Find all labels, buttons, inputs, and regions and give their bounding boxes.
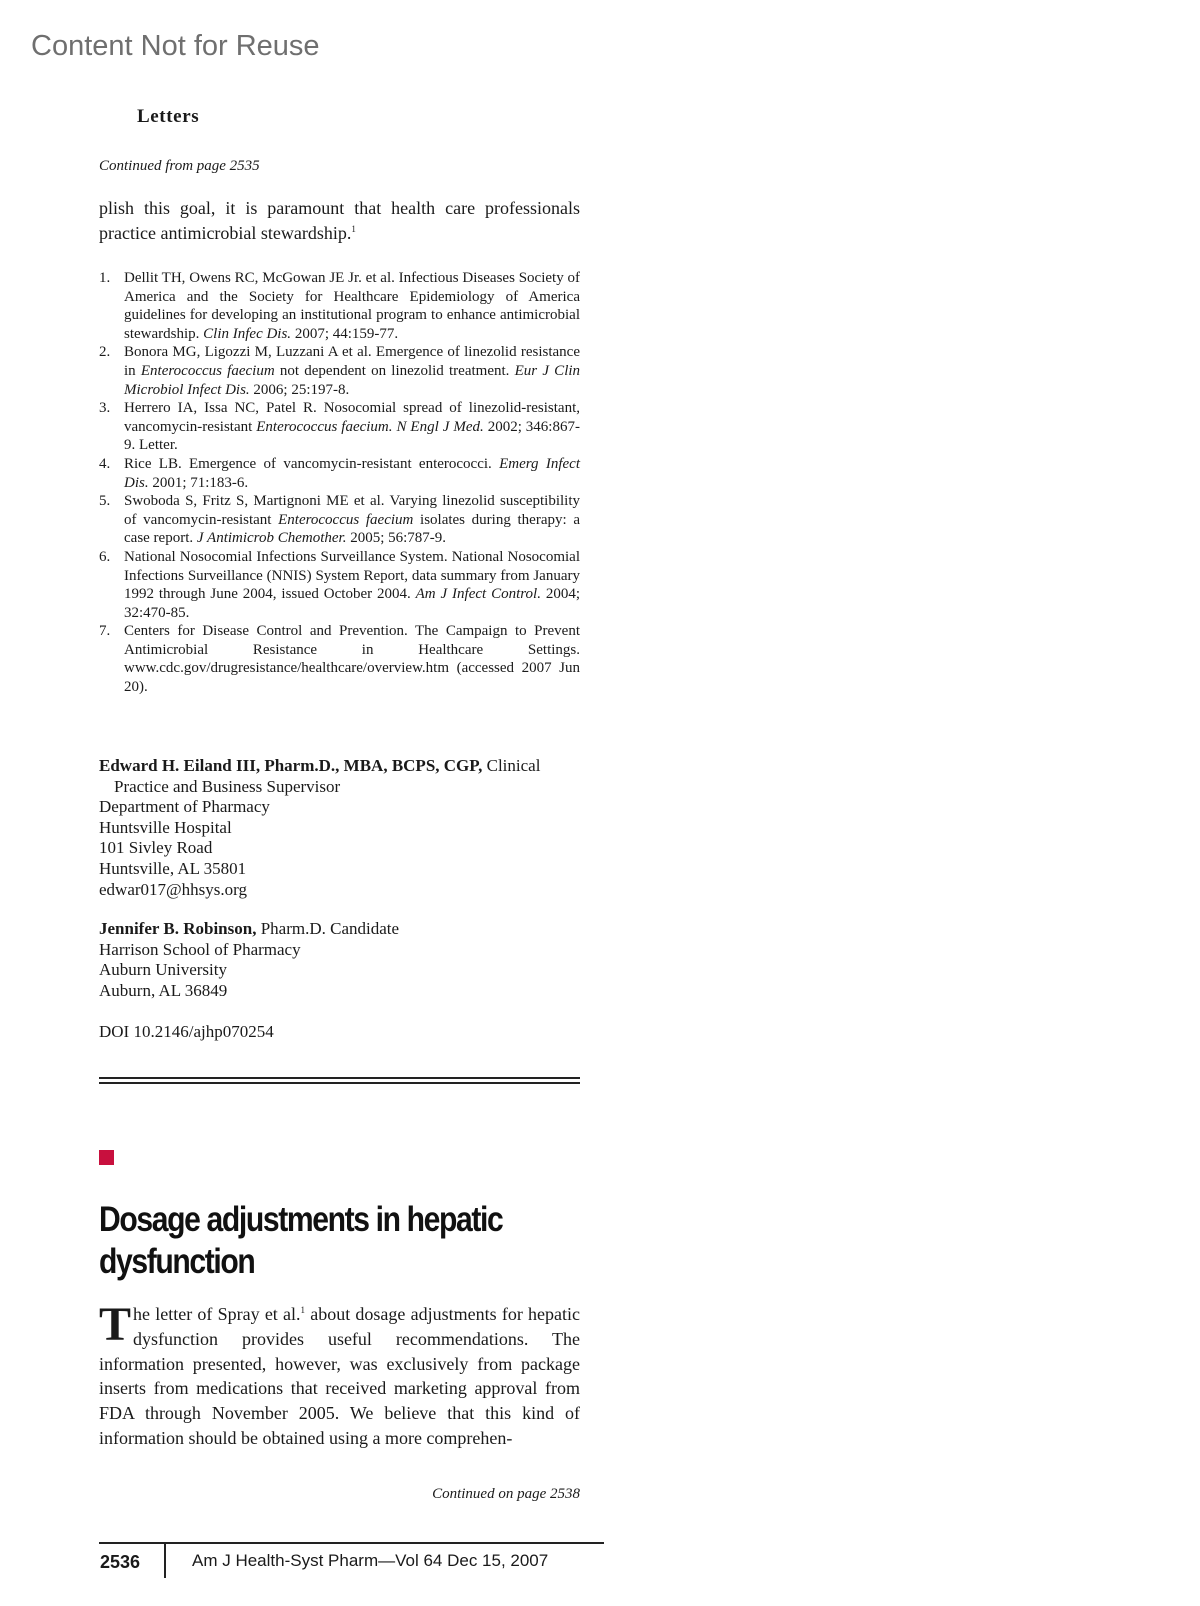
headline-line: dysfunction bbox=[99, 1242, 255, 1281]
section-marker-square bbox=[99, 1150, 114, 1165]
reference-number: 7. bbox=[99, 623, 111, 640]
reference-number: 4. bbox=[99, 455, 111, 472]
lead-paragraph-text: plish this goal, it is paramount that health care professionals practice antimicrobial stewardship. bbox=[99, 198, 580, 243]
reference-journal: Eur J Clin Microbiol Infect Dis. bbox=[124, 362, 581, 398]
section-label: Letters bbox=[137, 106, 200, 127]
drop-cap: T bbox=[99, 1298, 132, 1351]
article-body bbox=[99, 1298, 580, 1451]
reference-text: 2001; 71:183-6. bbox=[148, 474, 249, 491]
reference-species: Enterococcus faecium bbox=[278, 511, 414, 528]
footer-divider bbox=[164, 1542, 166, 1578]
article-headline bbox=[99, 1199, 529, 1283]
continued-on-note: Continued on page 2538 bbox=[432, 1486, 580, 1502]
author-title: Pharm.D. Candidate bbox=[256, 919, 400, 938]
reference-item bbox=[99, 343, 580, 399]
reference-text: 2006; 25:197-8. bbox=[249, 381, 350, 398]
reference-item bbox=[99, 269, 580, 343]
reference-list bbox=[99, 269, 580, 697]
footer-rule bbox=[99, 1542, 604, 1544]
author-affiliation-line: Auburn, AL 36849 bbox=[99, 980, 228, 1000]
lead-paragraph-citation: 1 bbox=[351, 224, 356, 234]
reference-text: 2007; 44:159-77. bbox=[291, 325, 399, 342]
reference-journal: Am J Infect Control. bbox=[415, 586, 541, 603]
reference-item bbox=[99, 455, 580, 492]
doi: DOI 10.2146/ajhp070254 bbox=[99, 1022, 274, 1041]
watermark: Content Not for Reuse bbox=[31, 30, 320, 62]
reference-journal: Emerg Infect Dis. bbox=[124, 455, 580, 491]
body-citation: 1 bbox=[300, 1305, 306, 1315]
reference-number: 3. bbox=[99, 400, 111, 417]
reference-journal: J Antimicrob Chemother. bbox=[196, 530, 347, 547]
body-text: he letter of Spray et al. bbox=[133, 1304, 301, 1324]
headline-line: Dosage adjustments in hepatic bbox=[99, 1200, 503, 1239]
reference-item bbox=[99, 622, 580, 696]
reference-text: Centers for Disease Control and Prevention. The Campaign to Prevent Antimicrobial Resistance in Healthcare Settings. www.cdc.gov/drugresistance/healthcare/overview.htm (accessed 2007 Jun 20). bbox=[124, 623, 580, 696]
reference-text: Bonora MG, Ligozzi M, Luzzani A et al. Emergence of linezolid resistance in bbox=[124, 344, 580, 379]
section-divider bbox=[99, 1077, 580, 1084]
author-block-robinson bbox=[99, 919, 580, 1001]
author-title-continued: Practice and Business Supervisor bbox=[114, 776, 341, 796]
author-block-eiland bbox=[99, 756, 580, 900]
journal-citation: Am J Health-Syst Pharm—Vol 64 Dec 15, 2007 bbox=[192, 1551, 549, 1570]
reference-text: Dellit TH, Owens RC, McGowan JE Jr. et al. Infectious Diseases Society of America and the Society for Healthcare Epidemiology of America guidelines for developing an institutional program to enhance antimicrobial stewardship. bbox=[124, 270, 580, 342]
lead-paragraph bbox=[99, 196, 580, 246]
reference-number: 1. bbox=[99, 270, 111, 286]
reference-number: 5. bbox=[99, 493, 111, 510]
author-affiliation-line: Harrison School of Pharmacy bbox=[99, 939, 301, 959]
reference-text: Swoboda S, Fritz S, Martignoni ME et al. Varying linezolid susceptibility of vancomycin-resistant bbox=[124, 493, 580, 528]
author-email: edwar017@hhsys.org bbox=[99, 879, 248, 899]
reference-journal: Enterococcus faecium. N Engl J Med. bbox=[256, 418, 484, 435]
reference-text: 2005; 56:787-9. bbox=[346, 530, 447, 547]
reference-species: Enterococcus faecium bbox=[140, 362, 275, 379]
reference-text: isolates during therapy: a case report. bbox=[124, 511, 580, 547]
reference-item bbox=[99, 492, 580, 548]
continued-from-note: Continued from page 2535 bbox=[99, 158, 260, 174]
author-affiliation-line: Huntsville, AL 35801 bbox=[99, 858, 247, 878]
reference-text: National Nosocomial Infections Surveillance System. National Nosocomial Infections Surveillance (NNIS) System Report, data summary from January 1992 through June 2004, issued October 2004. bbox=[124, 548, 580, 603]
reference-text: 2002; 346:867-9. Letter. bbox=[124, 418, 580, 454]
author-name: Edward H. Eiland III, Pharm.D., MBA, BCPS, CGP, bbox=[99, 756, 483, 775]
author-name: Jennifer B. Robinson, bbox=[99, 919, 257, 938]
reference-text: Rice LB. Emergence of vancomycin-resistant enterococci. bbox=[124, 455, 500, 472]
page-number: 2536 bbox=[100, 1552, 141, 1572]
author-affiliation-line: Huntsville Hospital bbox=[99, 817, 232, 837]
reference-text: not dependent on linezolid treatment. bbox=[274, 362, 515, 379]
author-title: Clinical bbox=[482, 756, 541, 775]
reference-item bbox=[99, 399, 580, 455]
reference-text: 2004; 32:470-85. bbox=[124, 586, 581, 621]
reference-number: 6. bbox=[99, 548, 111, 565]
reference-number: 2. bbox=[99, 344, 111, 361]
reference-item bbox=[99, 548, 580, 622]
body-text: about dosage adjustments for hepatic dysfunction provides useful recommendations. The information presented, however, was exclusively from package inserts from medications that received marketing approval from FDA through November 2005. We believe that this kind of information should be obtained using a more comprehen- bbox=[99, 1304, 580, 1448]
author-affiliation-line: Department of Pharmacy bbox=[99, 797, 270, 817]
reference-text: Herrero IA, Issa NC, Patel R. Nosocomial spread of linezolid-resistant, vancomycin-resistant bbox=[124, 400, 580, 435]
author-affiliation-line: Auburn University bbox=[99, 960, 227, 980]
reference-journal: Clin Infec Dis. bbox=[203, 325, 292, 342]
author-affiliation-line: 101 Sivley Road bbox=[99, 838, 213, 858]
